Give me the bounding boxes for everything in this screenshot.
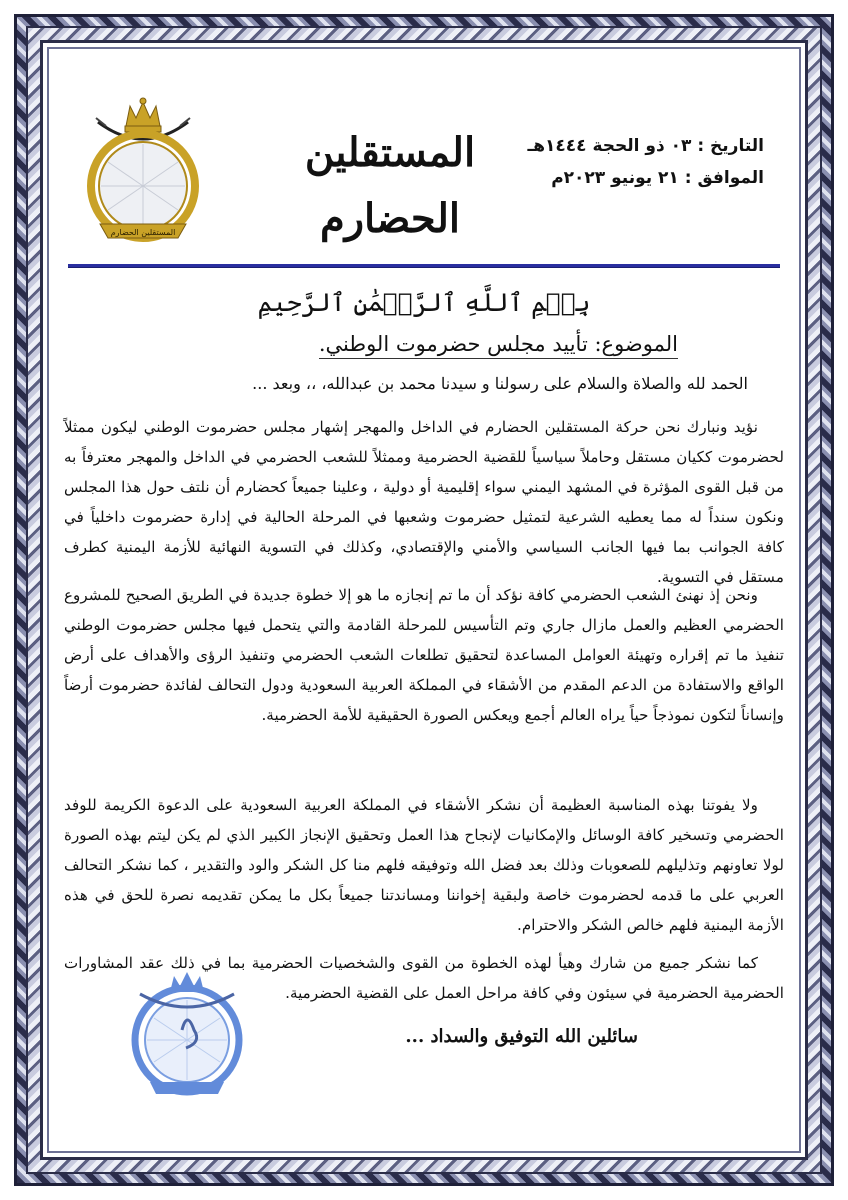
organization-name-line1: المستقلين bbox=[304, 129, 476, 176]
date-gregorian: الموافق : ٢١ يونيو ٢٠٢٣م bbox=[551, 168, 764, 188]
greeting-line: الحمد لله والصلاة والسلام على رسولنا و سيدنا محمد بن عبدالله، ،، وبعد ... bbox=[252, 374, 748, 393]
date-hijri: التاريخ : ٠٣ ذو الحجة ١٤٤٤هـ bbox=[527, 136, 764, 156]
paragraph-2: ونحن إذ نهنئ الشعب الحضرمي كافة نؤكد أن ما تم إنجازه ما هو إلا خطوة جديدة في الطريق الصحيح للمشروع الحضرمي العظيم والعمل مازال جاري وتم التأسيس للمرحلة القادمة والتي يتحمل فيها مجلس حضرموت الوطني تنفيذ ما تم إقراره وتهيئة العوامل المساعدة لتحقيق تطلعات الشعب الحضرمي وتنفيذ الرؤى والأهداف على أرض الواقع والاستفادة من الدعم المقدم من الأشقاء في المملكة العربية السعودية ودول التحالف لفائدة حضرموت أرضاً وإنساناً لتكون نموذجاً حياً يراه العالم أجمع ويعكس الصورة الحقيقية للأمة الحضرمية. bbox=[64, 586, 784, 724]
subject-text: الموضوع: تأييد مجلس حضرموت الوطني. bbox=[319, 332, 678, 359]
letter-content bbox=[60, 60, 788, 1140]
paragraph-4: كما نشكر جميع من شارك وهيأ لهذه الخطوة من القوى والشخصيات الحضرمية بما في ذلك عقد المشاورات الحضرمية الحضرمية في سيئون وفي كافة مراحل العمل على القضية الحضرمية. bbox=[64, 954, 784, 1002]
header-divider bbox=[68, 264, 780, 268]
paragraph-1: نؤيد ونبارك نحن حركة المستقلين الحضارم في الداخل والمهجر إشهار مجلس حضرموت الوطني ليكون ممثلاً لحضرموت ككيان مستقل وحاملاً سياسياً للقضية الحضرمية وممثلاً للشعب الحضرمي في الداخل والمهجر معترفاً به من قبل القوى المؤثرة في المشهد اليمني سواء إقليمية أو دولية ، وعلينا جميعاً كحضارم أن نلتف حول هذا المجلس ونكون سنداً له مما يعطيه الشرعية لتمثيل حضرموت وشعبها في المرحلة الحالية في إدارة حضرموت داخلياً في كافة الجوانب بما فيها الجانب السياسي والأمني والإقتصادي، وكذلك في التسوية النهائية للأزمة اليمنية كطرف مستقل في التسوية. bbox=[64, 418, 784, 586]
blue-seal-stamp-icon bbox=[122, 970, 252, 1100]
organization-name-line2: الحضارم bbox=[319, 195, 461, 242]
organization-name bbox=[290, 120, 490, 252]
paragraph-3: ولا يفوتنا بهذه المناسبة العظيمة أن نشكر الأشقاء في المملكة العربية السعودية على الدعوة الكريمة للوفد الحضرمي وتسخير كافة الوسائل والإمكانيات لإنجاح هذا العمل وتحقيق الإنجاز الكبير الذي لم يكن ليتم بهذه الصورة لولا تعاونهم وتذليلهم للصعوبات وذلك بعد فضل الله وتوفيقه فلهم منا كل الشكر والود والتقدير ، كما نشكر التحالف العربي على ما قدمه لحضرموت خاصة ولبقية إخواننا ومساندتنا جميعاً بكل ما يمكن تقديمه نصرة للحق في هذه الأزمة اليمنية فلهم خالص الشكر والاحترام. bbox=[64, 796, 784, 934]
crown-emblem-icon bbox=[78, 96, 208, 246]
emblem-ribbon-text: المستقلين الحضارم bbox=[110, 228, 176, 237]
date-block bbox=[527, 130, 764, 194]
basmala: بِسۡمِ ٱللَّهِ ٱلرَّحۡمَٰنِ ٱلرَّحِيمِ bbox=[257, 288, 591, 317]
closing-line: سائلين الله التوفيق والسداد ... bbox=[405, 1026, 638, 1047]
subject-line bbox=[319, 332, 678, 359]
